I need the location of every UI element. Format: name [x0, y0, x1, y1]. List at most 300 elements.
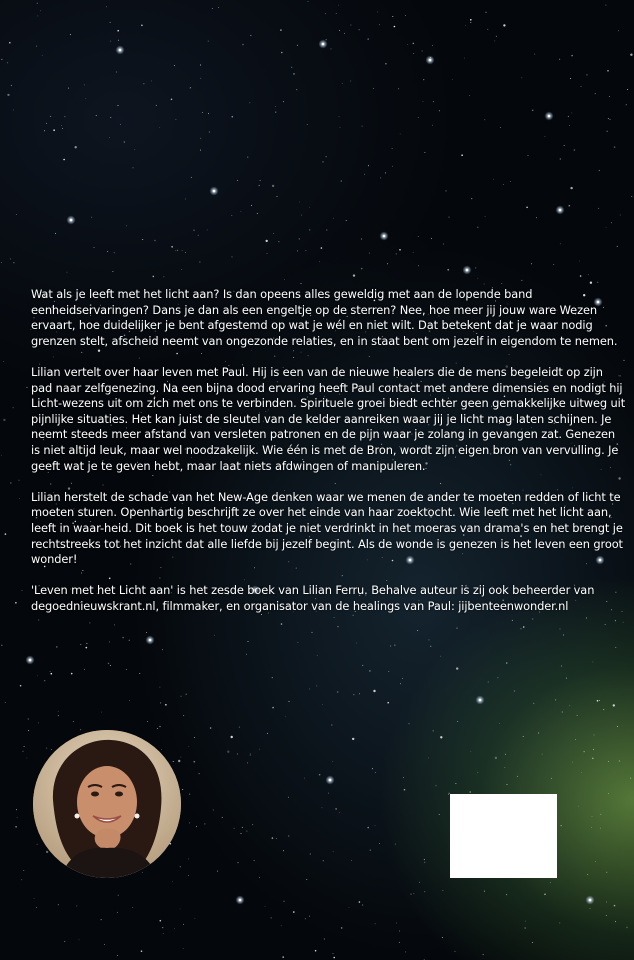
star [301, 283, 302, 284]
star [575, 739, 576, 740]
star [62, 128, 63, 129]
star [469, 95, 470, 96]
star [141, 950, 143, 952]
star [257, 213, 258, 214]
star [27, 387, 28, 388]
star [104, 944, 105, 945]
star [53, 129, 55, 131]
star [536, 217, 537, 218]
star [189, 794, 190, 795]
star [51, 749, 52, 750]
star [183, 948, 184, 949]
star [251, 205, 252, 206]
star [574, 149, 576, 151]
star [299, 238, 300, 239]
star [109, 641, 110, 642]
bright-star-core [29, 659, 32, 662]
author-photo [33, 730, 181, 878]
star [591, 827, 592, 828]
star [353, 694, 354, 695]
star [503, 24, 505, 26]
star [194, 737, 195, 738]
star [147, 721, 148, 722]
star [380, 177, 381, 178]
star [411, 894, 412, 895]
star [569, 125, 570, 126]
star [5, 533, 7, 535]
blurb-paragraph-2: Lilian vertelt over haar leven met Paul. Hij is een van de nieuwe healers die de mens begeleidt op zijn pad naar zelfgenezing. Na een bijna dood ervaring heeft Paul contact met andere dimensies en nodigt hij Licht-wezens uit om zich met ons te verbinden. Spirituele groei biedt echter geen gemakkelijke uitweg uit pijnlijke situaties. Het kan juist de sleutel van de kelder aanreiken waar jij je licht mag laten schijnen. Je neemt steeds meer afstand van versleten patronen en de pijn waar je zolang in gevangen zat. Genezen is niet altijd leuk, maar wel noodzakelijk. Wie één is met de Bron, wordt zijn eigen bron van vervulling. Je geeft wat je te geven hebt, maar laat niets afdwingen of manipuleren. [31, 364, 626, 473]
star [488, 682, 489, 683]
star [71, 673, 73, 675]
star [531, 263, 532, 264]
star [309, 916, 310, 917]
star [266, 240, 268, 242]
star [600, 828, 601, 829]
star [46, 123, 47, 124]
star [84, 669, 85, 670]
star [37, 844, 38, 845]
star [299, 202, 300, 203]
star [246, 654, 247, 655]
star [344, 33, 345, 34]
star [587, 74, 588, 75]
bright-star-core [149, 639, 152, 642]
star [336, 13, 337, 14]
star [13, 407, 14, 408]
star [399, 249, 401, 251]
star [50, 116, 51, 117]
star [617, 246, 618, 247]
star [367, 827, 369, 829]
star [372, 768, 373, 769]
star [141, 25, 143, 27]
star [96, 115, 97, 116]
star [603, 709, 604, 710]
star [64, 941, 65, 942]
star [525, 928, 526, 929]
star [272, 707, 274, 709]
star [407, 44, 408, 45]
bright-star-core [119, 49, 122, 52]
star [80, 644, 81, 645]
star [561, 666, 562, 667]
star [615, 647, 616, 648]
star [129, 700, 130, 701]
star [307, 124, 308, 125]
star [50, 671, 51, 672]
star [278, 241, 279, 242]
star [521, 280, 522, 281]
star [68, 88, 69, 89]
star [594, 735, 595, 736]
star [475, 267, 476, 268]
star [449, 217, 450, 218]
star [288, 835, 290, 837]
star [504, 767, 505, 768]
star [495, 757, 497, 759]
star [3, 419, 5, 421]
star [375, 772, 376, 773]
star [388, 671, 389, 672]
star [367, 38, 369, 40]
star [500, 127, 501, 128]
star [301, 215, 302, 216]
star [237, 754, 238, 755]
star [613, 704, 615, 706]
star [608, 761, 609, 762]
bright-star-core [383, 235, 386, 238]
star [101, 919, 102, 920]
star [189, 822, 190, 823]
author-portrait-illustration [33, 730, 181, 878]
star [16, 214, 17, 215]
star [373, 690, 375, 692]
star [422, 101, 423, 102]
star [497, 677, 498, 678]
star [234, 828, 235, 829]
star [485, 216, 486, 217]
star [533, 703, 534, 704]
star [614, 905, 616, 907]
star [538, 733, 539, 734]
star [399, 931, 400, 932]
bright-star-core [70, 219, 73, 222]
star [208, 41, 209, 42]
star [560, 159, 561, 160]
star [259, 749, 260, 750]
star [34, 898, 35, 899]
star [112, 271, 113, 272]
star [362, 905, 363, 906]
star [433, 101, 434, 102]
star [368, 165, 369, 166]
star [15, 602, 17, 604]
star [202, 112, 203, 113]
star [175, 119, 176, 120]
star [385, 172, 386, 173]
star [288, 797, 289, 798]
star [322, 704, 323, 705]
star [423, 79, 424, 80]
star [424, 152, 425, 153]
star [267, 253, 268, 254]
star [44, 130, 45, 131]
star [317, 655, 318, 656]
star [321, 247, 323, 249]
star [232, 256, 233, 257]
star [175, 250, 176, 251]
star [432, 45, 433, 46]
star [331, 725, 332, 726]
star [284, 901, 285, 902]
star [359, 693, 360, 694]
star [231, 215, 232, 216]
star [562, 712, 563, 713]
star [26, 758, 27, 759]
star [56, 646, 58, 648]
star [587, 874, 588, 875]
star [592, 661, 593, 662]
star [58, 904, 59, 905]
star [494, 40, 495, 41]
star [608, 118, 609, 119]
star [419, 882, 420, 883]
star [162, 927, 163, 928]
star [110, 665, 111, 666]
star [283, 101, 284, 102]
star [559, 922, 560, 923]
star [611, 222, 612, 223]
bright-star-core [466, 269, 469, 272]
star [534, 54, 535, 55]
star [1, 59, 2, 60]
star [590, 908, 591, 909]
star [309, 689, 310, 690]
star [208, 113, 209, 114]
star [250, 753, 251, 754]
star [232, 116, 234, 118]
star [10, 483, 11, 484]
star [9, 42, 11, 44]
star [242, 827, 243, 828]
star [185, 252, 186, 253]
star [240, 211, 241, 212]
star [156, 105, 157, 106]
star [171, 246, 173, 248]
star [431, 238, 432, 239]
star [399, 942, 400, 943]
star [617, 726, 618, 727]
star [359, 901, 361, 903]
star [424, 891, 425, 892]
star [188, 858, 189, 859]
star [117, 955, 118, 956]
star [210, 727, 212, 729]
star [506, 662, 508, 664]
star [362, 126, 363, 127]
star [578, 806, 579, 807]
star [599, 700, 600, 701]
star [19, 498, 20, 499]
star [110, 22, 111, 23]
star [252, 824, 253, 825]
star [254, 860, 255, 861]
star [16, 809, 17, 810]
star [521, 77, 522, 78]
star [394, 645, 395, 646]
star [124, 142, 125, 143]
star [563, 635, 564, 636]
star [231, 736, 233, 738]
star [356, 643, 357, 644]
bright-star-core [213, 190, 216, 193]
star [154, 240, 156, 242]
star [597, 282, 599, 284]
star [293, 73, 295, 75]
bright-star-core [589, 899, 592, 902]
star [592, 758, 594, 760]
star [118, 40, 119, 41]
star [470, 19, 472, 21]
star [101, 712, 102, 713]
star [484, 284, 485, 285]
star [457, 721, 458, 722]
star [200, 138, 201, 139]
star [40, 10, 41, 11]
star [630, 778, 631, 779]
bright-star-core [548, 115, 551, 118]
star [333, 218, 334, 219]
star [110, 41, 111, 42]
star [118, 105, 119, 106]
star [436, 785, 437, 786]
star [153, 276, 155, 278]
star [341, 180, 343, 182]
star [588, 274, 589, 275]
bright-star-core [329, 779, 332, 782]
star [432, 125, 433, 126]
star [199, 262, 200, 263]
star [361, 268, 363, 270]
star [247, 762, 248, 763]
star [452, 79, 453, 80]
star [22, 590, 23, 591]
star [171, 99, 173, 101]
star [7, 94, 9, 96]
star [373, 88, 374, 89]
star [626, 927, 628, 929]
star [117, 30, 119, 32]
star [400, 133, 401, 134]
star [227, 751, 229, 753]
star [369, 253, 370, 254]
star [108, 663, 110, 665]
star [21, 879, 22, 880]
star [238, 862, 239, 863]
star [190, 88, 191, 89]
star [402, 678, 403, 679]
star [326, 229, 328, 231]
star [542, 754, 543, 755]
star [38, 722, 39, 723]
star [607, 131, 608, 132]
star [13, 262, 14, 263]
star [606, 872, 607, 873]
star [126, 669, 127, 670]
star [413, 893, 414, 894]
star [430, 646, 431, 647]
blurb-paragraph-1: Wat als je leeft met het licht aan? Is dan opeens alles geweldig met aan de lopende band eenheidservaringen? Dans je dan als een engeltje op de sterren? Nee, hoe meer jij jouw ware Wezen ervaart, hoe duidelijker je bent afgestemd op wat je wél en niet wilt. Dat betekent dat je waar nodig grenzen stelt, afscheid neemt van ongezonde relaties, en in staat bent om jezelf in eigendom te nemen. [31, 287, 618, 348]
star [570, 78, 571, 79]
star [551, 778, 552, 779]
star [447, 269, 449, 271]
star [276, 838, 277, 839]
star [461, 154, 463, 156]
star [326, 156, 327, 157]
star [280, 29, 282, 31]
star [333, 953, 334, 954]
star [37, 675, 38, 676]
star [151, 80, 152, 81]
star [505, 754, 506, 755]
star [526, 207, 528, 209]
star [342, 83, 343, 84]
star [177, 250, 178, 251]
star [595, 861, 596, 862]
star [181, 269, 182, 270]
star [361, 239, 362, 240]
star [185, 694, 187, 696]
star [242, 44, 244, 46]
star [191, 177, 192, 178]
star [319, 261, 320, 262]
star [120, 124, 121, 125]
star [398, 88, 399, 89]
star [271, 917, 272, 918]
star [7, 62, 8, 63]
star [396, 923, 397, 924]
star [484, 891, 485, 892]
star [392, 16, 393, 17]
star [590, 282, 592, 284]
star [405, 951, 406, 952]
star [79, 939, 80, 940]
star [581, 86, 582, 87]
star [333, 957, 335, 959]
star [267, 733, 268, 734]
star [493, 179, 494, 180]
star [528, 155, 529, 156]
star [309, 207, 310, 208]
star [375, 825, 376, 826]
star [350, 81, 351, 82]
star [28, 718, 30, 720]
star [400, 683, 401, 684]
bright-star-core [559, 209, 562, 212]
star [387, 263, 388, 264]
star [432, 730, 434, 732]
star [477, 772, 478, 773]
star [109, 137, 110, 138]
star [349, 907, 350, 908]
star [319, 774, 321, 776]
star [159, 726, 161, 728]
blurb-paragraph-3: Lilian herstelt de schade van het New-Age denken waar we menen de ander te moeten redden of licht te moeten sturen. Openhartig beschrijft ze over het einde van haar zoektocht. Wie leeft met het licht aan, leeft in waar-heid. Dit boek is het touw zodat je niet verdrinkt in het moeras van drama's en het brengt je rechtstreeks tot het inzicht dat alle liefde bij jezelf begint. Als de wonde is genezen is het leven een groot wonder! [31, 489, 623, 567]
star [605, 5, 606, 6]
star [51, 673, 53, 675]
star [606, 902, 607, 903]
star [340, 127, 341, 128]
star [593, 749, 594, 750]
star [525, 921, 526, 922]
star [404, 789, 406, 791]
star [76, 905, 77, 906]
star [403, 777, 404, 778]
star [544, 136, 545, 137]
star [85, 98, 86, 99]
star [614, 146, 616, 148]
star [496, 36, 497, 37]
star [182, 250, 183, 251]
star [193, 229, 195, 231]
star [285, 716, 286, 717]
star [606, 915, 607, 916]
star [42, 55, 43, 56]
star [275, 106, 276, 107]
star [350, 25, 351, 26]
star [126, 225, 127, 226]
star [341, 927, 343, 929]
